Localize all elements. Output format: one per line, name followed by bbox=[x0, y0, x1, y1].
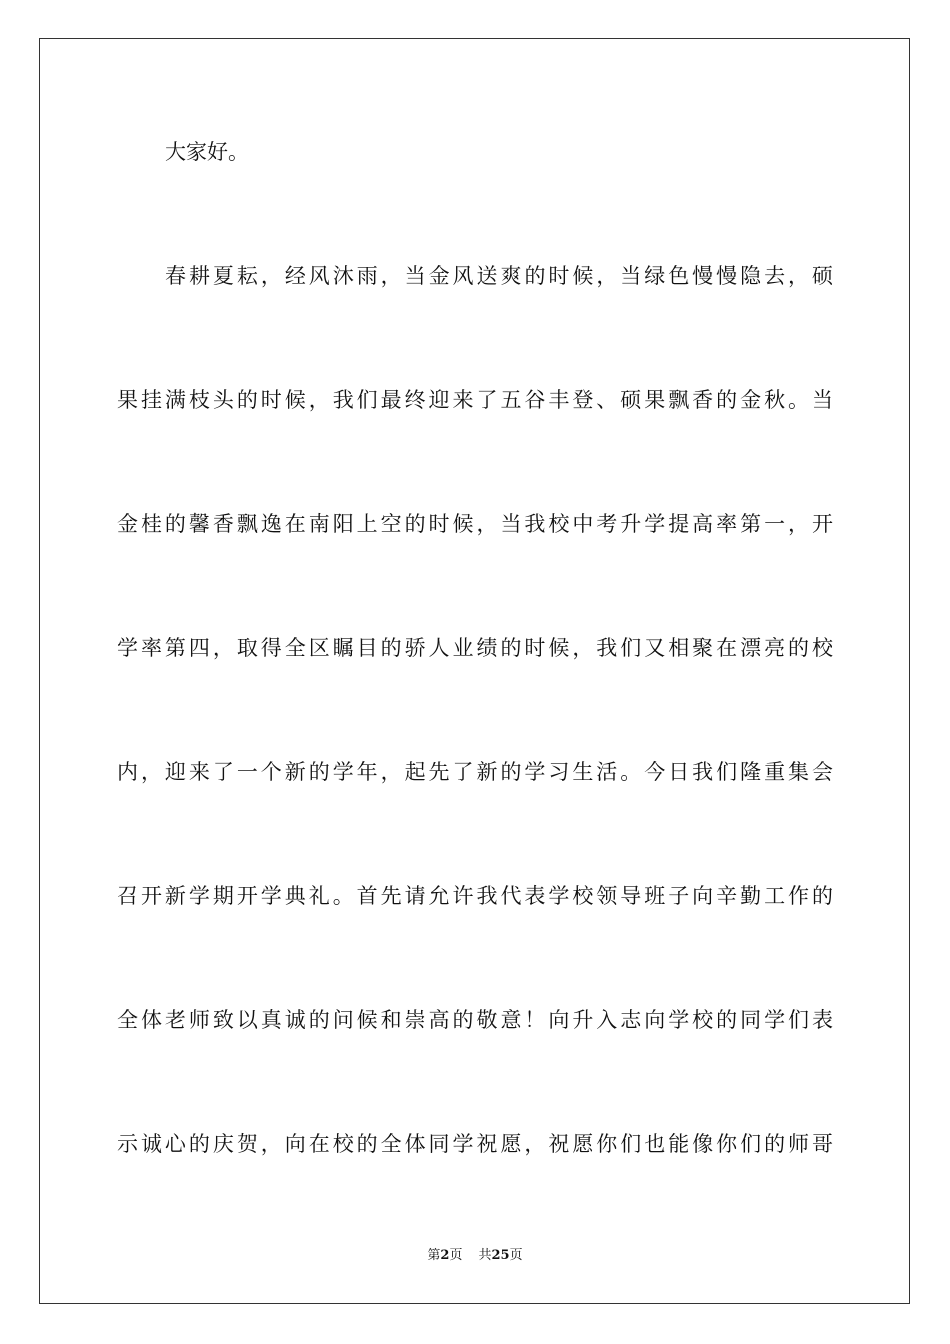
total-pages: 25 bbox=[491, 1248, 510, 1263]
text-line: 果挂满枝头的时候，我们最终迎来了五谷丰登、硕果飘香的金秋。当 bbox=[117, 388, 833, 412]
text-line: 召开新学期开学典礼。首先请允许我代表学校领导班子向辛勤工作的 bbox=[117, 884, 833, 908]
page-number: 2 bbox=[440, 1248, 450, 1263]
text-line: 学率第四，取得全区瞩目的骄人业绩的时候，我们又相聚在漂亮的校 bbox=[117, 636, 833, 660]
total-label-suffix: 页 bbox=[509, 1248, 523, 1263]
page-footer bbox=[0, 1247, 950, 1265]
text-line: 全体老师致以真诚的问候和崇高的敬意！向升入志向学校的同学们表 bbox=[117, 1008, 833, 1032]
page-border bbox=[39, 38, 910, 1304]
text-line: 金桂的馨香飘逸在南阳上空的时候，当我校中考升学提高率第一，开 bbox=[117, 512, 833, 536]
page-label-prefix: 第 bbox=[427, 1248, 441, 1263]
text-line: 内，迎来了一个新的学年，起先了新的学习生活。今日我们隆重集会 bbox=[117, 760, 833, 784]
text-line-paragraph-start: 春耕夏耘，经风沐雨，当金风送爽的时候，当绿色慢慢隐去，硕 bbox=[165, 264, 833, 288]
text-line-greeting: 大家好。 bbox=[165, 140, 249, 164]
text-line: 示诚心的庆贺，向在校的全体同学祝愿，祝愿你们也能像你们的师哥 bbox=[117, 1132, 833, 1156]
total-label-prefix: 共 bbox=[478, 1248, 492, 1263]
page-label-suffix: 页 bbox=[449, 1248, 463, 1263]
